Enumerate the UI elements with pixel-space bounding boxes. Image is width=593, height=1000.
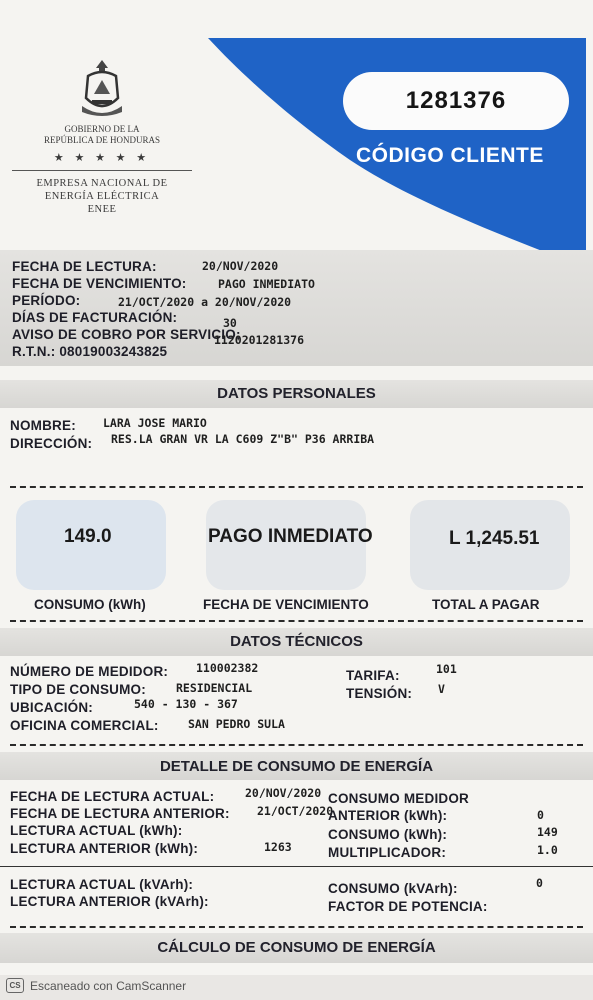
tension-label: TENSIÓN: (346, 686, 413, 701)
dashed-divider (10, 744, 583, 746)
consumo-kvarh-value: 0 (536, 876, 543, 890)
periodo-label: PERÍODO: (12, 293, 81, 308)
lectura-actual-kvarh-label: LECTURA ACTUAL (kVArh): (10, 877, 194, 892)
dias-facturacion-value: 30 (223, 316, 237, 330)
total-caption: TOTAL A PAGAR (432, 597, 540, 612)
consumo-kwh-value: 149 (537, 825, 558, 839)
tension-value: V (438, 682, 445, 696)
fecha-anterior-label: FECHA DE LECTURA ANTERIOR: (10, 806, 230, 821)
lectura-anterior-value: 1263 (264, 840, 292, 854)
consumo-medidor-label: CONSUMO MEDIDOR (328, 791, 469, 806)
oficina-label: OFICINA COMERCIAL: (10, 718, 159, 733)
aviso-cobro-label: AVISO DE COBRO POR SERVICIO: (12, 327, 241, 342)
aviso-cobro-value: 1120201281376 (214, 333, 305, 347)
dashed-divider (10, 926, 583, 928)
fecha-lectura-value: 20/NOV/2020 (202, 259, 279, 273)
consumo-kwh-label: CONSUMO (kWh): (328, 827, 448, 842)
anterior-kwh-value: 0 (537, 808, 544, 822)
consumo-kvarh-label: CONSUMO (kVArh): (328, 881, 458, 896)
fecha-vencimiento-label: FECHA DE VENCIMIENTO: (12, 276, 187, 291)
multiplicador-value: 1.0 (537, 843, 558, 857)
nombre-value: LARA JOSE MARIO (103, 416, 207, 430)
ubicacion-value: 540 - 130 - 367 (134, 697, 238, 711)
header-divider (12, 170, 192, 171)
oficina-value: SAN PEDRO SULA (188, 717, 285, 731)
medidor-label: NÚMERO DE MEDIDOR: (10, 664, 169, 679)
fecha-anterior-value: 21/OCT/2020 (257, 804, 334, 818)
medidor-value: 110002382 (196, 661, 259, 675)
calc-section-title: CÁLCULO DE CONSUMO DE ENERGÍA (157, 939, 436, 956)
tipo-consumo-label: TIPO DE CONSUMO: (10, 682, 146, 697)
periodo-value: 21/OCT/2020 a 20/NOV/2020 (118, 295, 292, 309)
anterior-kwh-label: ANTERIOR (kWh): (328, 808, 448, 823)
stars: ★ ★ ★ ★ ★ (53, 152, 151, 164)
client-code: 1281376 (343, 72, 569, 130)
honduras-coat-of-arms-icon (78, 58, 126, 120)
vencimiento-value: PAGO INMEDIATO (208, 526, 373, 547)
direccion-value: RES.LA GRAN VR LA C609 Z"B" P36 ARRIBA (111, 432, 375, 446)
direccion-label: DIRECCIÓN: (10, 436, 93, 451)
fecha-vencimiento-value: PAGO INMEDIATO (218, 277, 315, 291)
consumo-value: 149.0 (64, 526, 112, 547)
personal-section-title: DATOS PERSONALES (217, 385, 376, 402)
tarifa-value: 101 (436, 662, 457, 676)
nombre-label: NOMBRE: (10, 418, 76, 433)
client-code-label: CÓDIGO CLIENTE (356, 144, 544, 167)
rtn-label: R.T.N.: 08019003243825 (12, 344, 168, 359)
tarifa-label: TARIFA: (346, 668, 400, 683)
dashed-divider (10, 620, 583, 622)
solid-divider (0, 866, 593, 867)
vencimiento-caption: FECHA DE VENCIMIENTO (203, 597, 369, 612)
factor-potencia-label: FACTOR DE POTENCIA: (328, 899, 488, 914)
fecha-actual-value: 20/NOV/2020 (245, 786, 322, 800)
consumo-caption: CONSUMO (kWh) (34, 597, 146, 612)
technical-section-title: DATOS TÉCNICOS (230, 633, 363, 650)
fecha-actual-label: FECHA DE LECTURA ACTUAL: (10, 789, 215, 804)
ubicacion-label: UBICACIÓN: (10, 700, 93, 715)
detail-section-title: DETALLE DE CONSUMO DE ENERGÍA (159, 758, 434, 775)
gov-line-1: GOBIERNO DE LA (64, 124, 140, 134)
dias-facturacion-label: DÍAS DE FACTURACIÓN: (12, 310, 178, 325)
lectura-anterior-kvarh-label: LECTURA ANTERIOR (kVArh): (10, 894, 209, 909)
fecha-lectura-label: FECHA DE LECTURA: (12, 259, 157, 274)
tipo-consumo-value: RESIDENCIAL (176, 681, 253, 695)
total-value: L 1,245.51 (449, 528, 540, 549)
lectura-actual-label: LECTURA ACTUAL (kWh): (10, 823, 183, 838)
scanner-text: Escaneado con CamScanner (30, 978, 187, 993)
company-line-2: ENERGÍA ELÉCTRICA (44, 191, 160, 202)
multiplicador-label: MULTIPLICADOR: (328, 845, 447, 860)
scanner-watermark (6, 978, 186, 993)
gov-line-2: REPÚBLICA DE HONDURAS (43, 135, 160, 145)
lectura-anterior-label: LECTURA ANTERIOR (kWh): (10, 841, 199, 856)
camscanner-logo-icon: CS (6, 978, 24, 993)
company-line-3: ENEE (87, 204, 117, 215)
company-line-1: EMPRESA NACIONAL DE (36, 178, 168, 189)
dashed-divider (10, 486, 583, 488)
